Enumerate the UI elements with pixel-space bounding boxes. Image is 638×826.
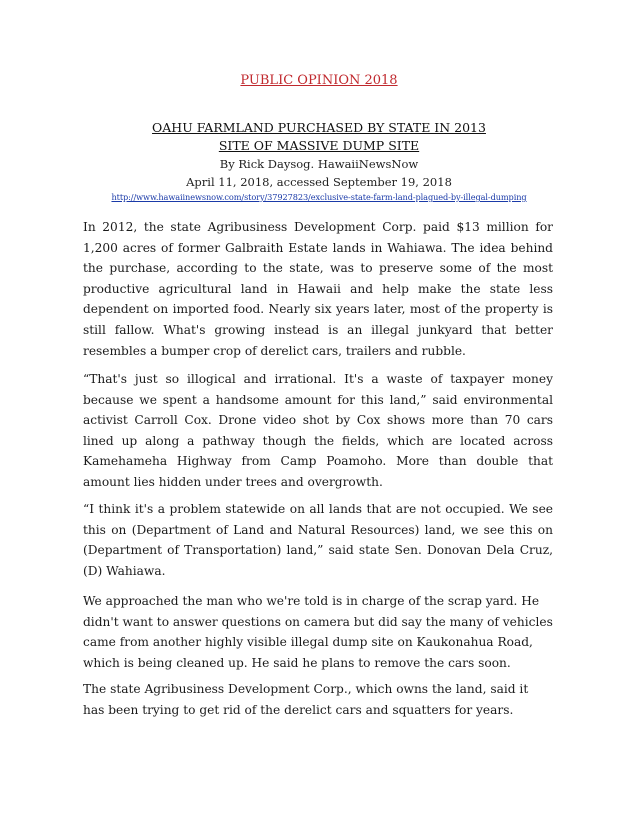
section-label: PUBLIC OPINION 2018	[240, 73, 398, 88]
paragraph-5: The state Agribusiness Development Corp., which owns the land, said it has been trying to get rid of the derelict cars and squatters for years.	[83, 682, 529, 717]
dateline: April 11, 2018, accessed September 19, 2018	[186, 175, 452, 189]
paragraph-3: “I think it's a problem statewide on all lands that are not occupied. We see this on (Department of Land and Natural Resources) land, we see this on (Department of Transportation) land,” said state Sen. Donovan Dela Cruz, (D) Wahiawa.	[83, 502, 553, 578]
source-link[interactable]: http://www.hawaiinewsnow.com/story/37927823/exclusive-state-farm-land-plagued-by-illegal-dumping	[111, 192, 527, 202]
headline-line-1: OAHU FARMLAND PURCHASED BY STATE IN 2013	[152, 120, 486, 135]
paragraph-4: We approached the man who we're told is in charge of the scrap yard. He didn't want to answer questions on camera but did say the many of vehicles came from another highly visible illegal dump site on Kaukonahua Road, which is being cleaned up. He said he plans to remove the cars soon.	[83, 594, 553, 670]
paragraph-2: “That's just so illogical and irrational. It's a waste of taxpayer money because we spent a handsome amount for this land,” said environmental activist Carroll Cox. Drone video shot by Cox shows more than 70 cars lined up along a pathway though the fields, which are located across Kamehameha Highway from Camp Poamoho. More than double that amount lies hidden under trees and overgrowth.	[83, 372, 553, 489]
paragraph-1: In 2012, the state Agribusiness Development Corp. paid $13 million for 1,200 acres of former Galbraith Estate lands in Wahiawa. The idea behind the purchase, according to the state, was to preserve some of the most productive agricultural land in Hawaii and help make the state less dependent on imported food. Nearly six years later, most of the property is still fallow. What's growing instead is an illegal junkyard that better resembles a bumper crop of derelict cars, trailers and rubble.	[83, 220, 553, 358]
byline: By Rick Daysog. HawaiiNewsNow	[219, 157, 419, 171]
headline-line-2: SITE OF MASSIVE DUMP SITE	[218, 138, 420, 153]
